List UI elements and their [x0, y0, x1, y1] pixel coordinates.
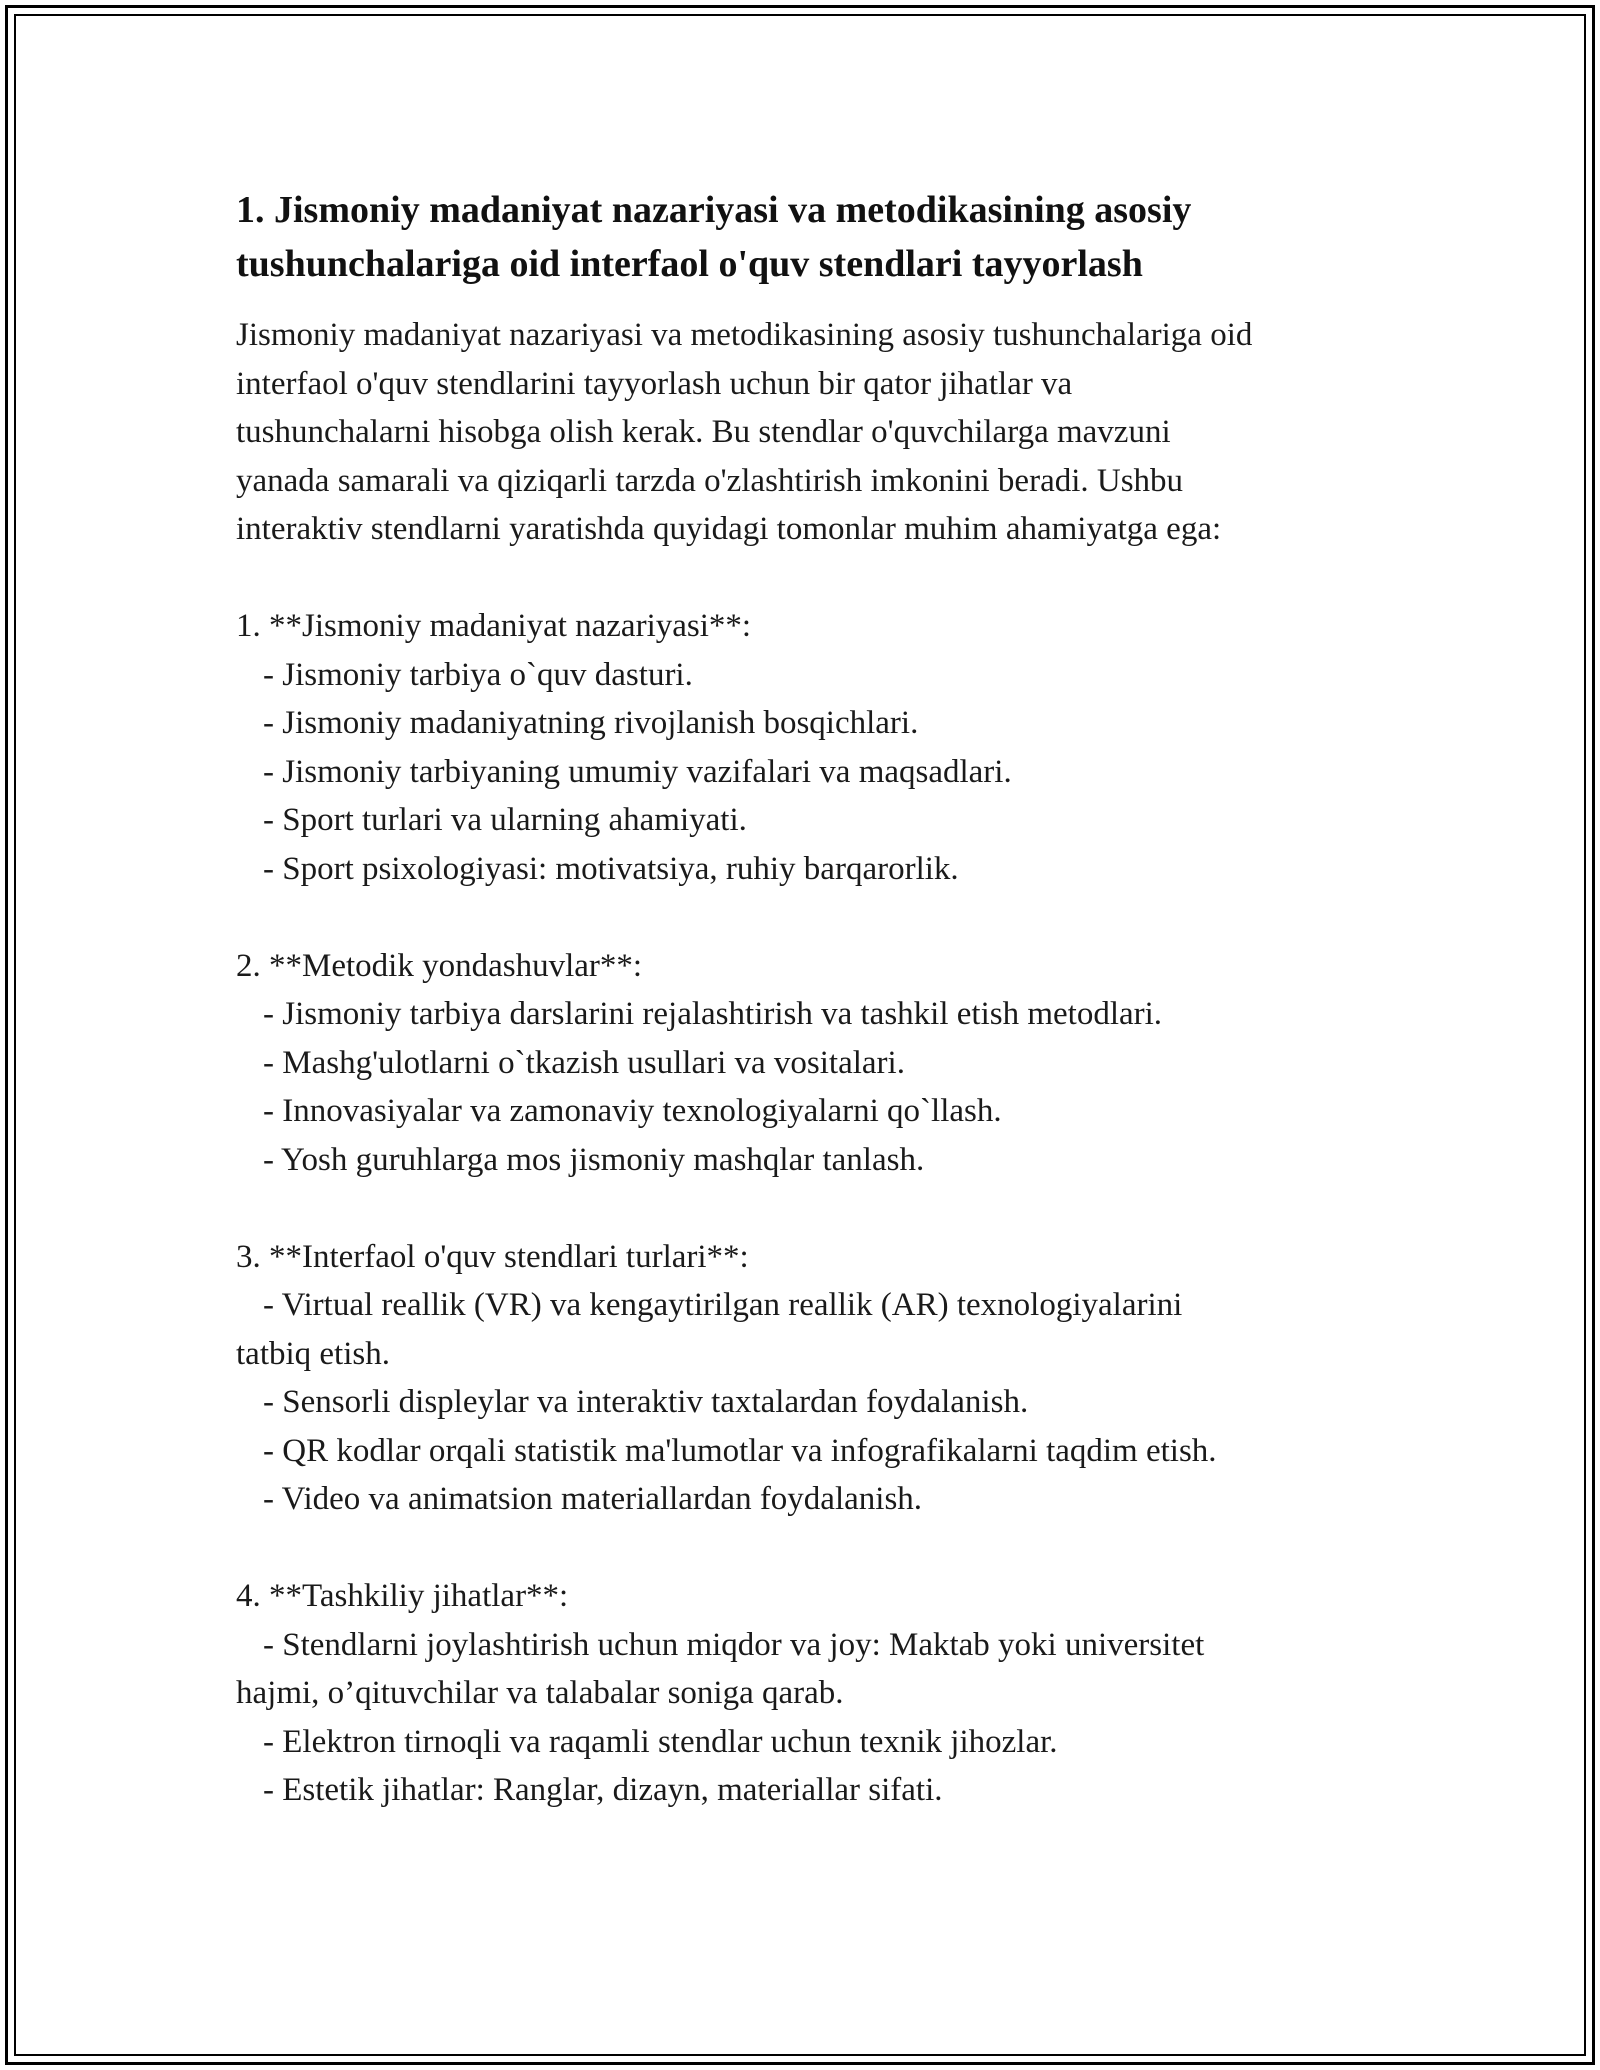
- document-body: [236, 183, 1396, 1815]
- section-title: 2. **Metodik yondashuvlar**:: [236, 947, 643, 984]
- list-item: - Stendlarni joylashtirish uchun miqdor va joy: Maktab yoki universitet: [263, 1626, 1205, 1663]
- blank-line: [236, 893, 1396, 942]
- list-item: - Jismoniy tarbiyaning umumiy vazifalari va maqsadlari.: [263, 753, 1012, 790]
- intro-line: yanada samarali va qiziqarli tarzda o'zlashtirish imkonini beradi. Ushbu: [236, 462, 1184, 499]
- section-title: 3. **Interfaol o'quv stendlari turlari**:: [236, 1238, 749, 1275]
- list-item: - Sport psixologiyasi: motivatsiya, ruhiy barqarorlik.: [263, 850, 959, 887]
- intro-paragraph: [236, 311, 1396, 554]
- section-stand-types: [236, 1233, 1396, 1524]
- list-item-continuation: hajmi, o’qituvchilar va talabalar soniga qarab.: [236, 1675, 844, 1711]
- blank-line: [236, 1524, 1396, 1573]
- list-item: - Mashg'ulotlarni o`tkazish usullari va vositalari.: [263, 1044, 905, 1081]
- section-organization: [236, 1572, 1396, 1815]
- intro-line: Jismoniy madaniyat nazariyasi va metodikasining asosiy tushunchalariga oid: [236, 317, 1253, 353]
- list-item: - Sport turlari va ularning ahamiyati.: [263, 802, 747, 838]
- intro-line: interaktiv stendlarni yaratishda quyidagi tomonlar muhim ahamiyatga ega:: [236, 511, 1222, 547]
- list-item: - Yosh guruhlarga mos jismoniy mashqlar tanlash.: [263, 1141, 925, 1178]
- section-methods: [236, 942, 1396, 1185]
- intro-line: interfaol o'quv stendlarini tayyorlash uchun bir qator jihatlar va: [236, 365, 1073, 402]
- section-theory: [236, 602, 1396, 893]
- list-item: - Jismoniy tarbiya o`quv dasturi.: [263, 656, 693, 693]
- list-item: - Innovasiyalar va zamonaviy texnologiyalarni qo`llash.: [263, 1093, 1002, 1129]
- document-heading: [236, 183, 1396, 291]
- list-item-continuation: tatbiq etish.: [236, 1335, 390, 1372]
- list-item: - Sensorli displeylar va interaktiv taxtalardan foydalanish.: [263, 1384, 1029, 1420]
- heading-line: 1. Jismoniy madaniyat nazariyasi va metodikasining asosiy: [236, 189, 1192, 231]
- intro-line: tushunchalarni hisobga olish kerak. Bu stendlar o'quvchilarga mavzuni: [236, 414, 1171, 450]
- heading-line: tushunchalariga oid interfaol o'quv stendlari tayyorlash: [236, 243, 1143, 285]
- blank-line: [236, 1184, 1396, 1233]
- list-item: - QR kodlar orqali statistik ma'lumotlar va infografikalarni taqdim etish.: [263, 1432, 1217, 1469]
- section-title: 1. **Jismoniy madaniyat nazariyasi**:: [236, 608, 752, 644]
- list-item: - Jismoniy madaniyatning rivojlanish bosqichlari.: [263, 705, 919, 741]
- blank-line: [236, 554, 1396, 603]
- list-item: - Jismoniy tarbiya darslarini rejalashtirish va tashkil etish metodlari.: [263, 996, 1163, 1032]
- section-title: 4. **Tashkiliy jihatlar**:: [236, 1578, 569, 1614]
- list-item: - Elektron tirnoqli va raqamli stendlar uchun texnik jihozlar.: [263, 1723, 1058, 1760]
- list-item: - Estetik jihatlar: Ranglar, dizayn, materiallar sifati.: [263, 1772, 943, 1808]
- list-item: - Virtual reallik (VR) va kengaytirilgan reallik (AR) texnologiyalarini: [263, 1287, 1183, 1323]
- list-item: - Video va animatsion materiallardan foydalanish.: [263, 1481, 923, 1517]
